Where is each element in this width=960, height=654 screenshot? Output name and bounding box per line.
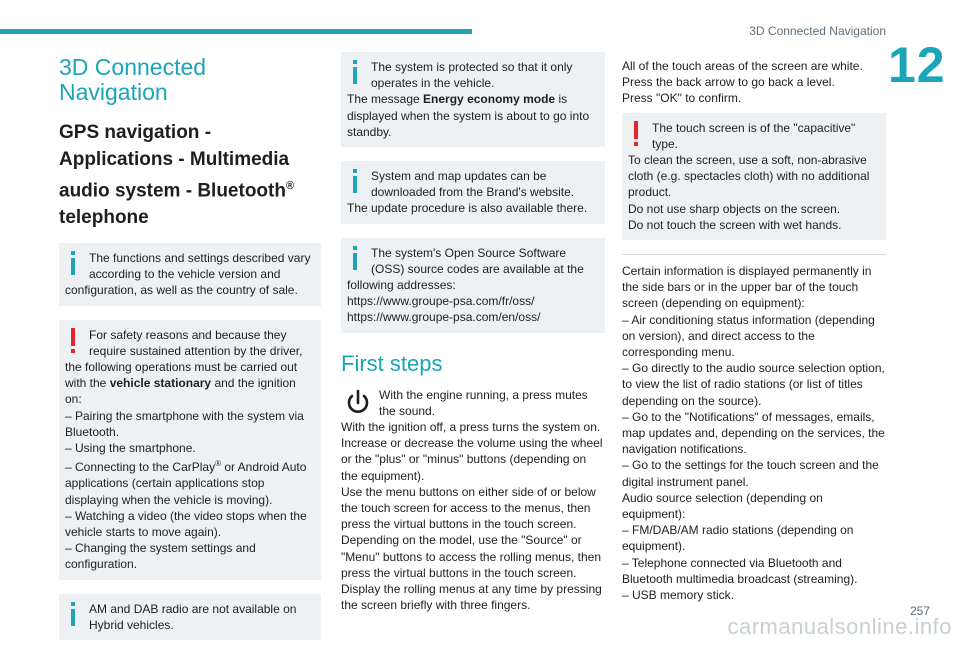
note-pre: The message	[347, 92, 420, 107]
note-text: System and map updates can be downloaded from the Brand's website.	[371, 169, 575, 200]
info-note	[341, 52, 605, 147]
info-note	[341, 238, 605, 333]
info-icon	[65, 250, 85, 277]
note-bold: Energy economy mode	[423, 92, 556, 107]
warning-item: – Watching a video (the video stops when the vehicle starts to move again).	[65, 508, 307, 539]
carplay-text-end: or Android Auto applications (certain applications stop displaying when the vehicle is moving).	[65, 460, 307, 507]
warning-item: – Using the smartphone.	[65, 440, 196, 455]
note-text	[347, 91, 599, 140]
body-text: – USB memory stick.	[622, 588, 735, 603]
warning-item: – Changing the system settings and configuration.	[65, 541, 256, 572]
divider	[622, 254, 886, 255]
warning-text: To clean the screen, use a soft, non-abrasive cloth (e.g. spectacles cloth) with no additional product.	[628, 153, 870, 200]
header-accent-bar	[0, 29, 472, 34]
body-text: Use the menu buttons on either side of or below the touch screen for access to the menus, then press the virtual buttons in the touch screen.	[341, 484, 596, 532]
column-1	[59, 52, 321, 654]
body-text: – Telephone connected via Bluetooth and Bluetooth multimedia broadcast (streaming).	[622, 555, 858, 586]
registered-mark: ®	[215, 459, 221, 469]
info-icon	[347, 59, 367, 86]
info-icon	[65, 601, 85, 628]
info-note	[59, 594, 321, 640]
body-text: Increase or decrease the volume using the wheel or the "plus" or "minus" buttons (depending on the equipment).	[341, 436, 603, 483]
info-note	[59, 243, 321, 306]
page-number: 257	[909, 604, 930, 618]
body-text: – Go to the "Notifications" of messages, emails, map updates and, depending on the services, the navigation notifications.	[622, 409, 885, 457]
watermark: carmanualsonline.info	[727, 614, 952, 639]
note-text: The update procedure is also available there.	[347, 201, 588, 216]
warning-note	[622, 113, 886, 240]
carplay-text: – Connecting to the CarPlay	[65, 460, 216, 475]
page-title: 3D Connected Navigation	[59, 54, 207, 106]
body-text: Press "OK" to confirm.	[622, 91, 742, 106]
warning-item	[65, 456, 315, 508]
warning-item: – Pairing the smartphone with the system via Bluetooth.	[65, 408, 304, 439]
heading-text: GPS navigation - Applications - Multimedia audio system - Bluetooth	[59, 121, 290, 201]
chapter-number: 12	[888, 37, 946, 93]
note-text: The system is protected so that it only operates in the vehicle.	[371, 60, 573, 91]
touch-areas-text	[622, 58, 886, 107]
body-text: – Go to the settings for the touch screen and the digital instrument panel.	[622, 458, 879, 489]
body-text: Audio source selection (depending on equipment):	[622, 490, 823, 522]
power-icon	[341, 387, 375, 419]
body-text: Display the rolling menus at any time by pressing the screen briefly with three fingers.	[341, 582, 602, 613]
first-steps-body	[341, 387, 605, 614]
body-text: – Go directly to the audio source selection option, to view the list of radio stations (or list of titles depending on the source).	[622, 361, 885, 408]
heading-text-end: telephone	[59, 206, 149, 228]
body-text: Certain information is displayed permanently in the side bars or in the upper bar of the touch screen (depending on equipment):	[622, 264, 872, 311]
warning-text	[65, 327, 315, 408]
warning-icon	[628, 120, 648, 147]
note-text: The functions and settings described vary according to the vehicle version and configuration, as well as the country of sale.	[65, 250, 311, 298]
oss-url: https://www.groupe-psa.com/en/oss/	[347, 310, 541, 325]
warning-rest: and the ignition on:	[65, 376, 296, 407]
warning-text: Do not touch the screen with wet hands.	[628, 217, 842, 232]
first-steps-heading: First steps	[341, 350, 443, 376]
oss-url: https://www.groupe-psa.com/fr/oss/	[347, 294, 535, 309]
column-3	[622, 52, 886, 603]
body-text: With the ignition off, a press turns the system on.	[341, 420, 601, 435]
body-text: With the engine running, a press mutes the sound.	[379, 387, 588, 418]
display-info-text	[622, 263, 886, 603]
warning-text: The touch screen is of the "capacitive" type.	[652, 120, 856, 151]
body-text: – Air conditioning status information (depending on version), and direct access to the corresponding menu.	[622, 312, 875, 360]
info-note	[341, 161, 605, 224]
column-2	[341, 52, 605, 613]
warning-intro: For safety reasons and because they require sustained attention by the driver, the following operations must be carried out with the	[65, 327, 303, 391]
body-text: Depending on the model, use the "Source" or "Menu" buttons to access the rolling menus, then press the virtual buttons in the touch screen.	[341, 533, 601, 580]
registered-mark: ®	[285, 179, 295, 192]
body-text: All of the touch areas of the screen are white.	[622, 59, 863, 73]
body-text: – FM/DAB/AM radio stations (depending on equipment).	[622, 523, 854, 554]
warning-text: Do not use sharp objects on the screen.	[628, 201, 841, 216]
section-heading	[59, 119, 321, 231]
warning-note	[59, 320, 321, 580]
info-icon	[347, 168, 367, 195]
body-text: Press the back arrow to go back a level.	[622, 75, 835, 90]
warning-bold: vehicle stationary	[109, 376, 212, 391]
warning-icon	[65, 327, 85, 354]
note-text: AM and DAB radio are not available on Hybrid vehicles.	[89, 601, 297, 632]
running-head: 3D Connected Navigation	[749, 24, 886, 38]
note-post: is displayed when the system is about to go into standby.	[347, 92, 590, 139]
info-icon	[347, 245, 367, 272]
note-text: The system's Open Source Software (OSS) source codes are available at the following addresses:	[347, 245, 584, 293]
